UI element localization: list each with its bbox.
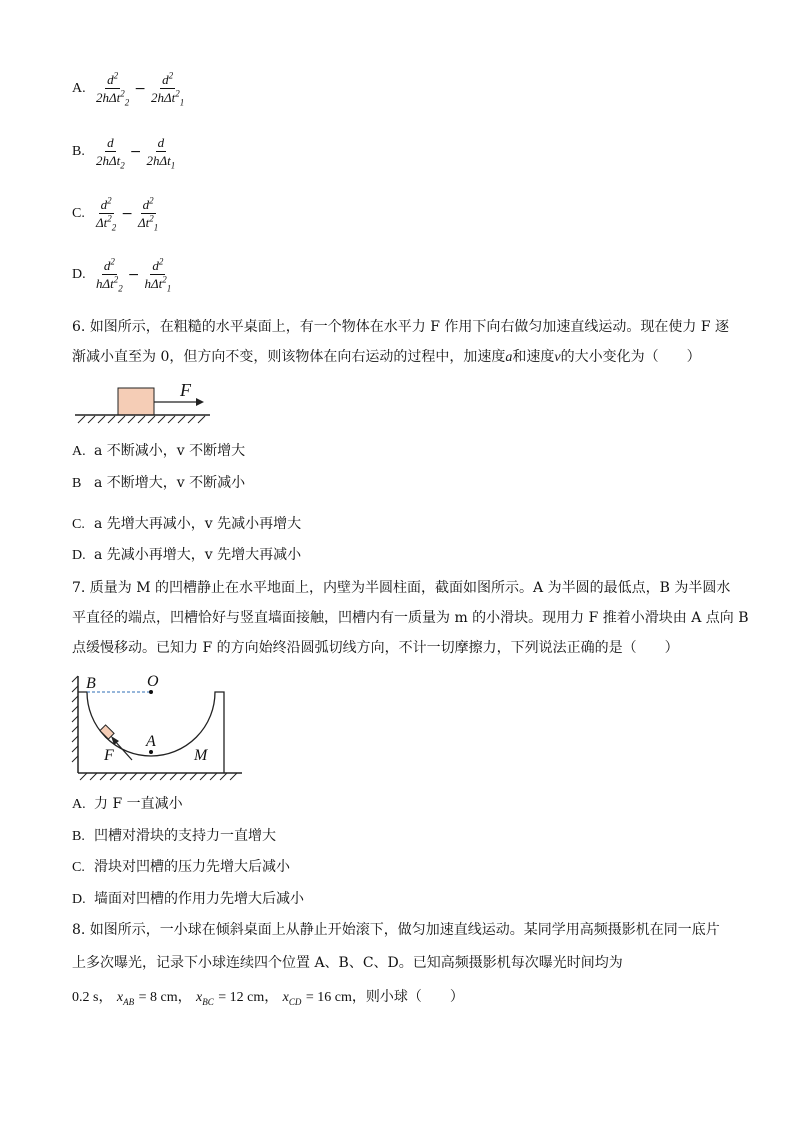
q8-stem-line-1: 8. 如图所示，一小球在倾斜桌面上从静止开始滚下，做匀加速直线运动。某同学用高频摄影机在同一底片 (72, 922, 720, 938)
q7-option-a: A. 力 F 一直减小 (72, 796, 183, 812)
option-label: B. (72, 143, 85, 159)
force-arrow-head (196, 398, 204, 406)
q6-option-b: B a 不断增大，v 不断减小 (72, 475, 246, 491)
q7-stem-line-1: 7. 质量为 M 的凹槽静止在水平地面上，内壁为半圆柱面，截面如图所示。A 为半圆的最低点，B 为半圆水 (72, 580, 731, 596)
q5-option-d: D. $\frac{d^2}{h\Delta t^2_2}$ − $\frac{d^2}{h\Delta t^2_1}$ (72, 256, 172, 294)
fraction-1: $\frac{d}{2h\Delta t_2}$ (96, 135, 125, 171)
q6-stem-line-1: 6. 如图所示，在粗糙的水平桌面上，有一个物体在水平力 F 作用下向右做匀加速直线运动。现在使力 F 逐 (72, 319, 730, 335)
fraction-2: $\frac{d^2}{h\Delta t^2_1}$ (144, 256, 172, 294)
option-label: D. (72, 266, 86, 282)
force-arrow (114, 740, 132, 760)
q5-option-a: A. $\frac{d^2}{2h\Delta t^2_2}$ − $\frac{d^2}{2h\Delta t^2_1}$ (72, 70, 185, 108)
fraction-1: $\frac{d^2}{h\Delta t^2_2}$ (96, 256, 123, 294)
q6-stem-line-2: 渐减小直至为 0，但方向不变，则该物体在向右运动的过程中，加速度a和速度v的大小变化为（ ） (72, 349, 701, 365)
fraction-2: $\frac{d^2}{\Delta t^2_1}$ (137, 195, 159, 233)
q7-stem-line-2: 平直径的端点，凹槽恰好与竖直墙面接触，凹槽内有一质量为 m 的小滑块。现用力 F 推着小滑块由 A 点向 B (72, 610, 749, 626)
option-label: A. (72, 80, 86, 96)
label-b: B (86, 675, 96, 692)
q8-stem-line-3: 0.2 s， $x_{AB} = 8$ cm， $x_{BC} = 12$ cm， $x_{CD} = 16$ cm，则小球（ ） (72, 989, 464, 1007)
q6-option-c: C. a 先增大再减小，v 先减小再增大 (72, 516, 302, 532)
q7-stem-line-3: 点缓慢移动。已知力 F 的方向始终沿圆弧切线方向，不计一切摩擦力，下列说法正确的是（ ） (72, 640, 679, 656)
option-label: C. (72, 205, 85, 221)
fraction-2: $\frac{d^2}{2h\Delta t^2_1}$ (150, 70, 185, 108)
label-f: F (104, 747, 114, 764)
q7-option-c: C. 滑块对凹槽的压力先增大后减小 (72, 859, 290, 875)
floor-hatching (80, 773, 237, 780)
label-a: A (146, 733, 156, 750)
q6-block-figure (70, 376, 215, 426)
wall-hatching (72, 676, 78, 762)
q8-stem-line-2: 上多次曝光，记录下小球连续四个位置 A、B、C、D。已知高频摄影机每次曝光时间均为 (72, 955, 623, 971)
q5-option-b: B. $\frac{d}{2h\Delta t_2}$ − $\frac{d}{2h\Delta t_1}$ (72, 135, 176, 171)
q5-option-c: C. $\frac{d^2}{\Delta t^2_2}$ − $\frac{d^2}{\Delta t^2_1}$ (72, 195, 159, 233)
fraction-1: $\frac{d^2}{\Delta t^2_2}$ (96, 195, 117, 233)
label-m: M (194, 747, 208, 764)
point-a (149, 750, 153, 754)
q6-option-a: A. a 不断减小，v 不断增大 (72, 443, 246, 459)
q7-groove-figure (70, 668, 250, 783)
q7-option-b: B. 凹槽对滑块的支持力一直增大 (72, 828, 276, 844)
fraction-1: $\frac{d^2}{2h\Delta t^2_2}$ (96, 70, 130, 108)
label-o: O (147, 673, 159, 690)
block (118, 388, 154, 415)
center-point-o (149, 690, 153, 694)
force-label: F (180, 380, 191, 400)
fraction-2: $\frac{d}{2h\Delta t_1}$ (146, 135, 176, 171)
q7-option-d: D. 墙面对凹槽的作用力先增大后减小 (72, 891, 304, 907)
table-hatching (78, 416, 205, 423)
q6-option-d: D. a 先减小再增大，v 先增大再减小 (72, 547, 302, 563)
